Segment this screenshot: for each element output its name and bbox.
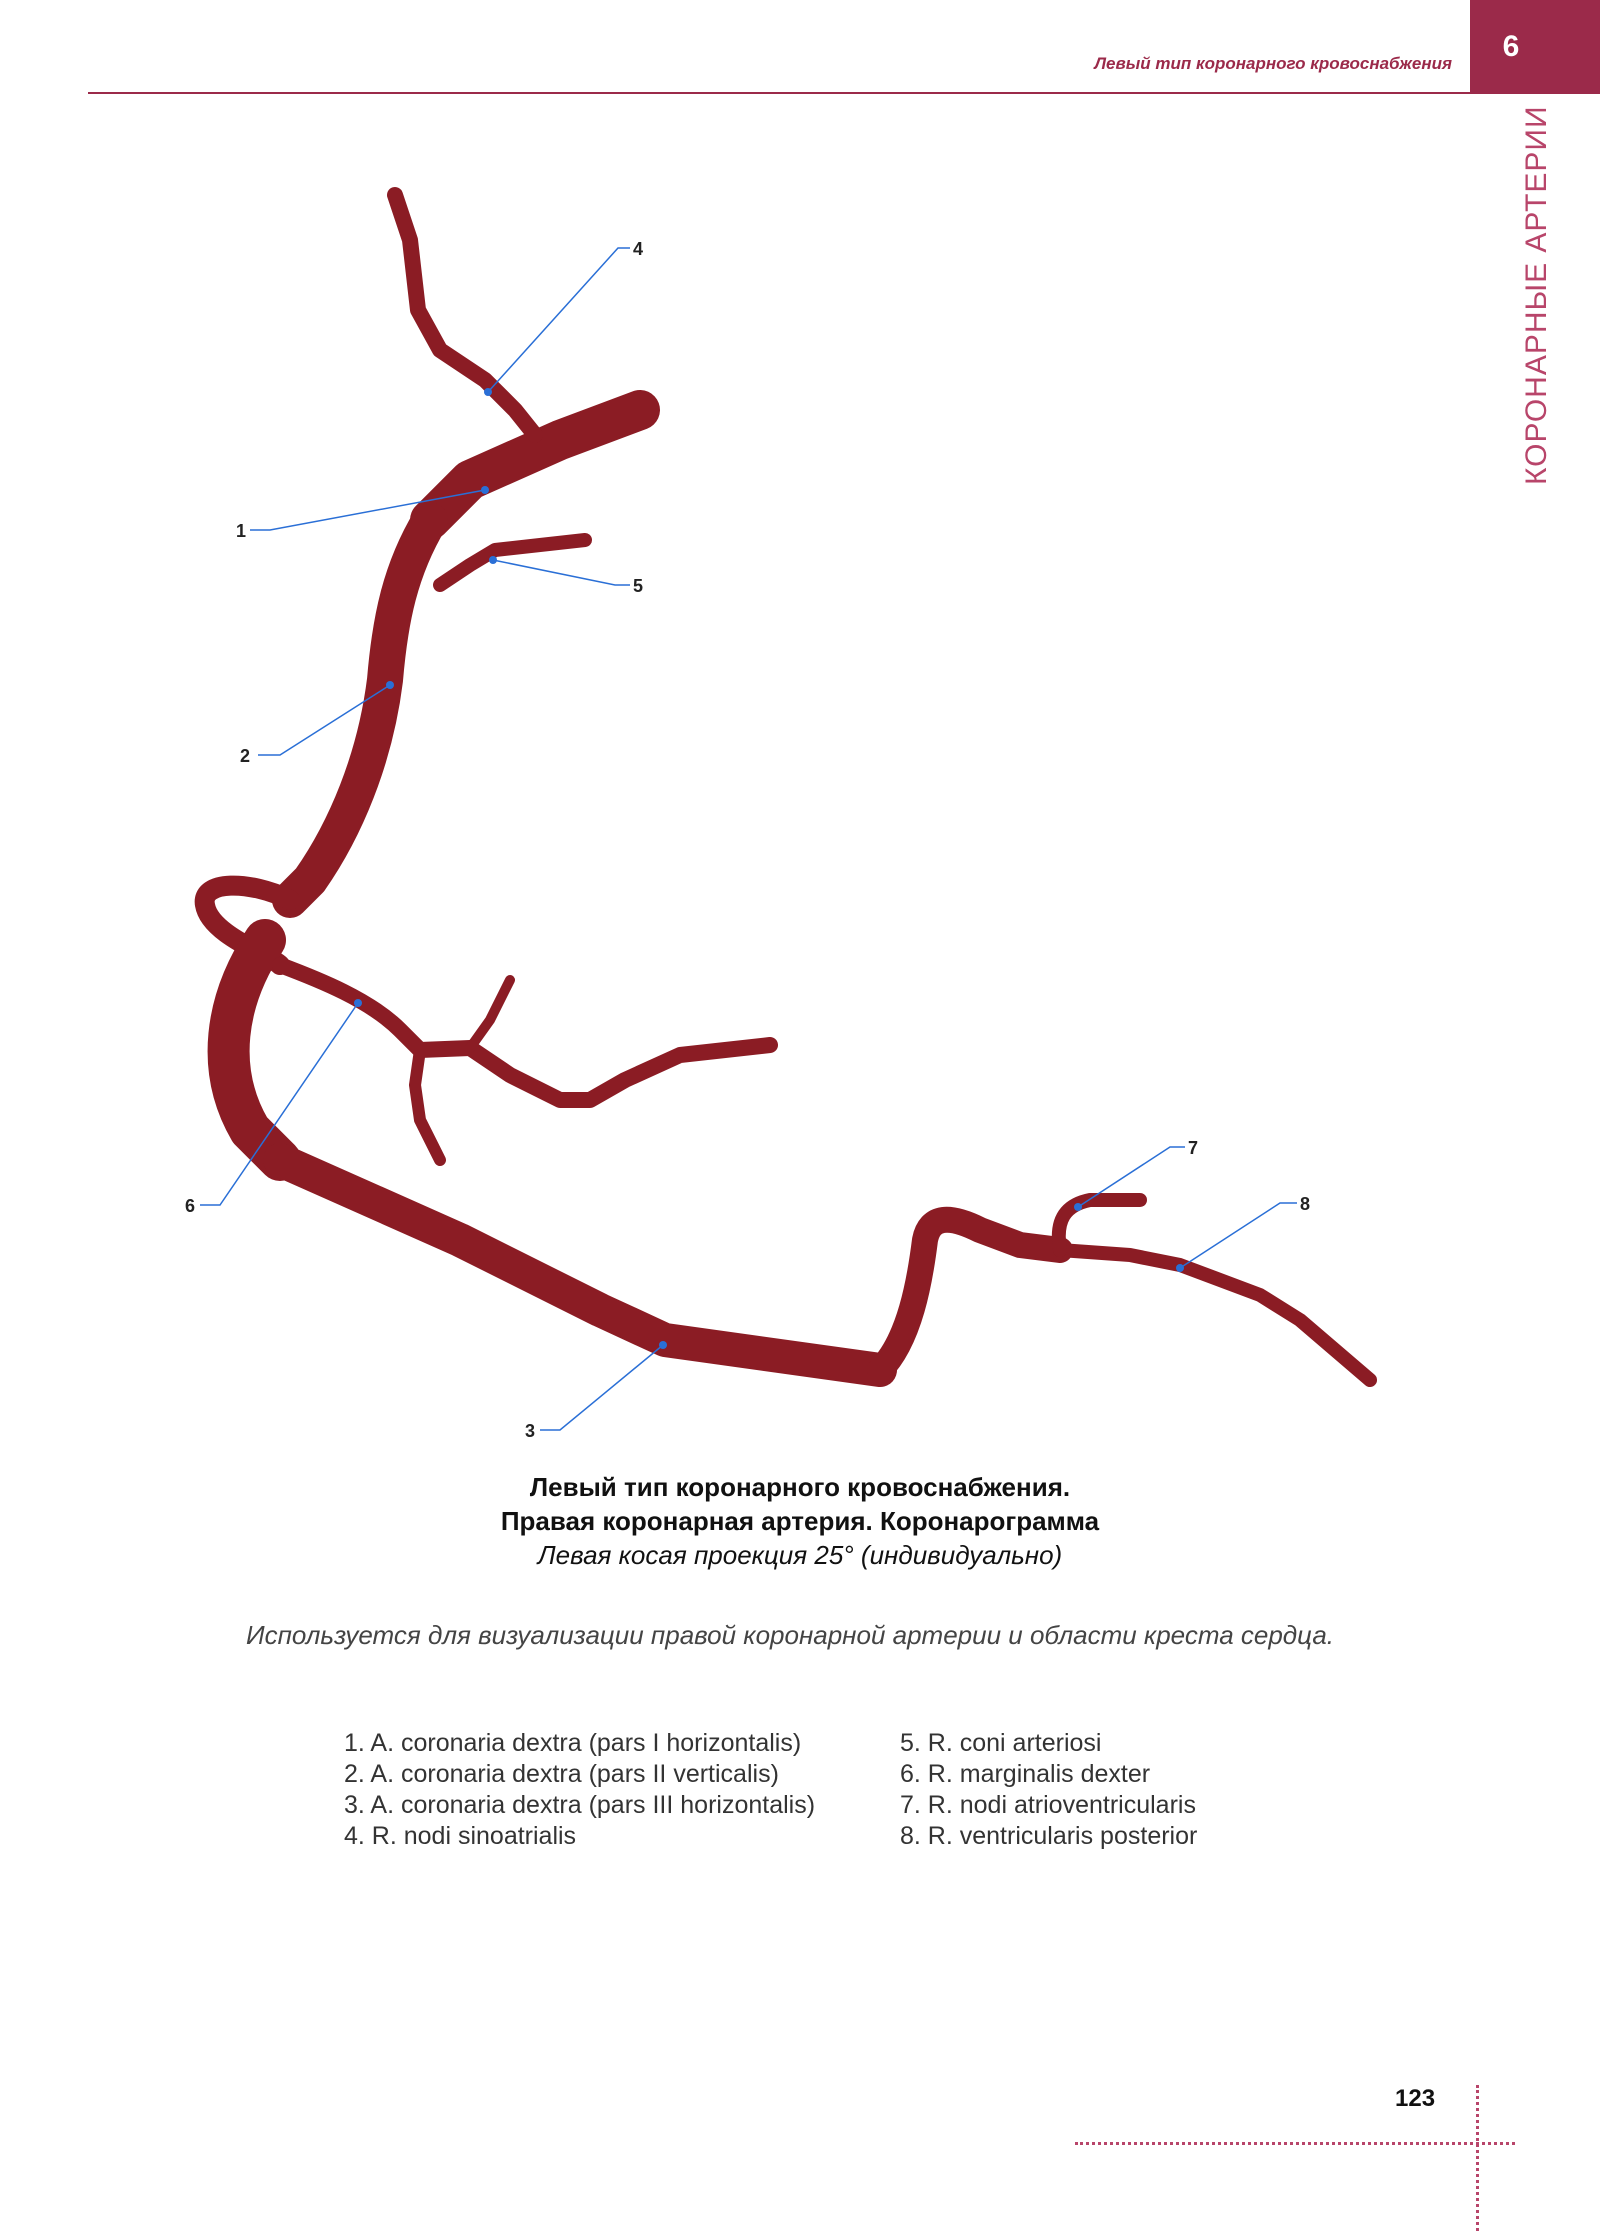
caption-title-2: Правая коронарная артерия. Коронарограмма <box>500 1506 1100 1536</box>
callout-label-7: 7 <box>1188 1138 1199 1158</box>
callout-label-4: 4 <box>633 239 644 259</box>
figure-caption <box>0 1470 1600 1572</box>
callout-dot-2 <box>386 681 394 689</box>
legend-column-2 <box>900 1728 1197 1852</box>
legend-column-1 <box>344 1728 815 1852</box>
page-number: 123 <box>1395 2085 1436 2112</box>
vessel-posterior-ventricular <box>1060 1250 1370 1380</box>
vessel-marginal-upper <box>470 980 510 1048</box>
legend-item: 8. R. ventricularis posterior <box>900 1822 1198 1850</box>
legend-item: 4. R. nodi sinoatrialis <box>344 1822 577 1850</box>
vessel-crux <box>880 1220 1060 1370</box>
callout-label-5: 5 <box>633 576 644 596</box>
callout-line-4 <box>488 248 630 392</box>
vessel-sa-node-branch <box>395 195 535 435</box>
callout-dot-5 <box>489 556 497 564</box>
running-title: Левый тип коронарного кровоснабжения <box>1094 54 1452 73</box>
vessel-tree <box>205 195 1370 1380</box>
legend-item: 6. R. marginalis dexter <box>900 1760 1151 1788</box>
callout-dots <box>354 388 1184 1349</box>
callout-dot-6 <box>354 999 362 1007</box>
callout-dot-4 <box>484 388 492 396</box>
callout-label-2: 2 <box>240 746 251 766</box>
vessel-av-node-branch <box>1059 1200 1140 1250</box>
vessel-marginal-lower <box>415 1050 440 1160</box>
side-title-text: КОРОНАРНЫЕ АРТЕРИИ <box>1520 105 1553 485</box>
legend-item: 1. A. coronaria dextra (pars I horizontalis) <box>344 1729 802 1757</box>
footer-dotted-rule <box>1075 2142 1515 2145</box>
callout-dot-1 <box>481 486 489 494</box>
callout-label-3: 3 <box>525 1421 536 1440</box>
callout-line-8 <box>1180 1203 1297 1268</box>
callout-label-8: 8 <box>1300 1194 1311 1214</box>
footer-dotted-divider <box>1476 2085 1479 2231</box>
figure-description: Используется для визуализации правой коронарной артерии и области креста сердца. <box>245 1620 1335 1650</box>
callout-label-1: 1 <box>236 521 247 541</box>
legend-item: 7. R. nodi atrioventricularis <box>900 1791 1196 1819</box>
legend-item: 5. R. coni arteriosi <box>900 1729 1102 1757</box>
vessel-pars-verticalis-2 <box>290 520 430 900</box>
callout-line-3 <box>540 1345 663 1430</box>
caption-projection: Левая косая проекция 25° (индивидуально) <box>537 1540 1063 1570</box>
vessel-curve-down <box>229 940 280 1160</box>
callout-dot-3 <box>659 1341 667 1349</box>
callout-line-5 <box>493 560 630 585</box>
vessel-conus-branch <box>440 540 585 585</box>
legend-item: 2. A. coronaria dextra (pars II verticalis) <box>344 1760 779 1788</box>
legend-item: 3. A. coronaria dextra (pars III horizontalis) <box>344 1791 816 1819</box>
callout-dot-8 <box>1176 1264 1184 1272</box>
vessel-pars-horizontalis-3 <box>280 1160 880 1370</box>
callout-dot-7 <box>1074 1203 1082 1211</box>
vessel-marginal-branch <box>280 965 770 1100</box>
caption-title-1: Левый тип коронарного кровоснабжения. <box>529 1472 1071 1502</box>
callout-label-6: 6 <box>185 1196 196 1216</box>
chapter-number: 6 <box>1502 30 1520 63</box>
